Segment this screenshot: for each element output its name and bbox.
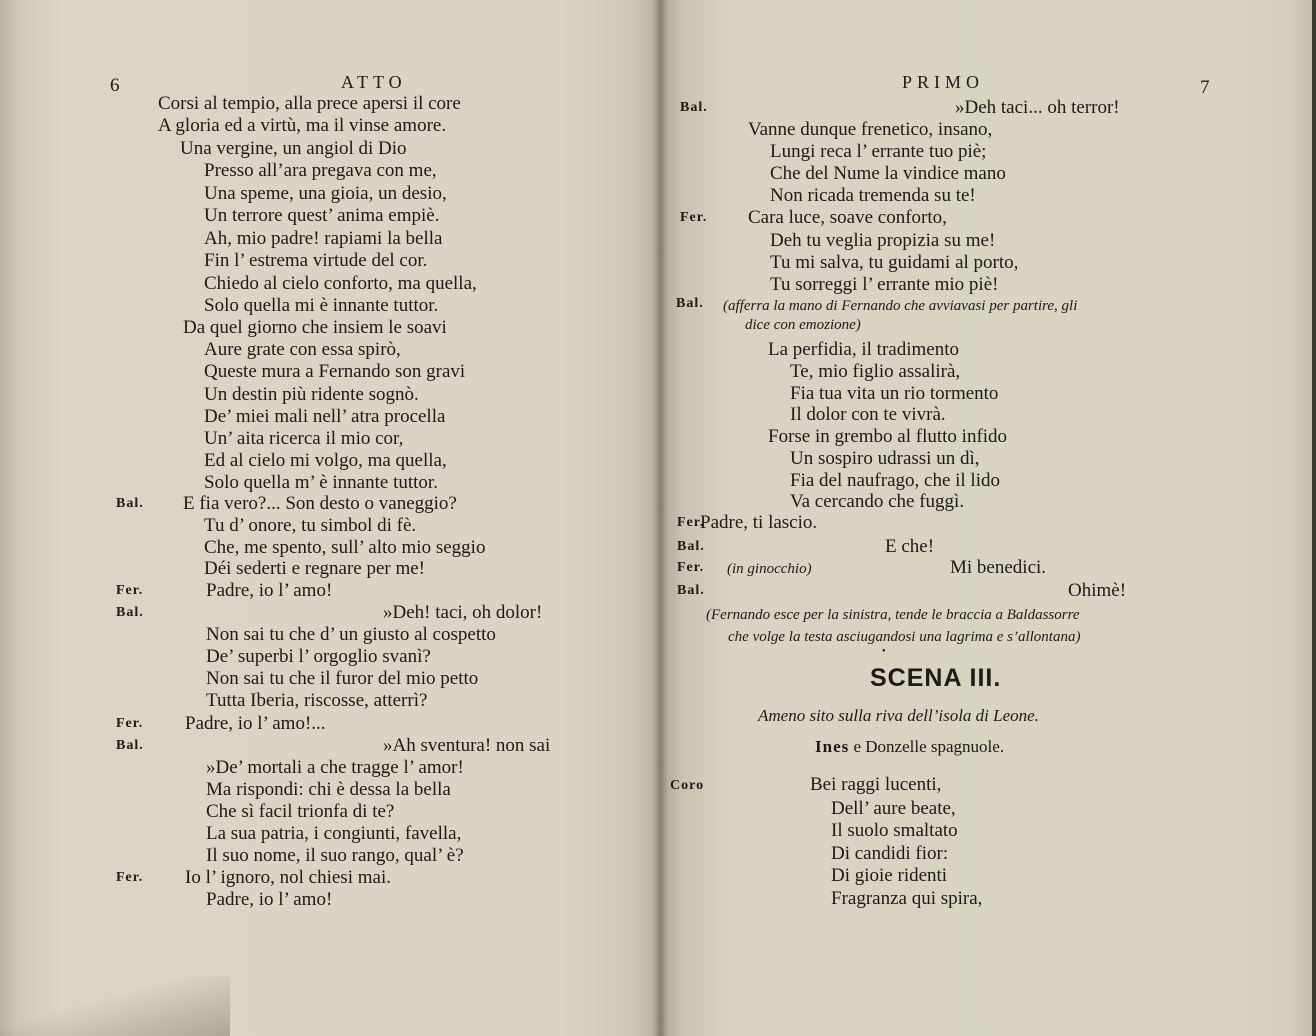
verse-line: Va cercando che fuggì. <box>790 491 965 512</box>
verse-line: Io l’ ignoro, nol chiesi mai. <box>185 867 391 888</box>
verse-line: Non sai tu che il furor del mio petto <box>206 668 479 689</box>
speaker-label: Bal. <box>677 539 705 554</box>
ornament-dot: ● <box>882 648 886 654</box>
running-header-right: PRIMO <box>902 72 985 92</box>
verse-line: Ed al cielo mi volgo, ma quella, <box>204 450 447 471</box>
book-gutter <box>652 0 668 1036</box>
speaker-label: Bal. <box>116 605 144 620</box>
verse-line: »De’ mortali a che tragge l’ amor! <box>206 757 464 778</box>
verse-line: Che, me spento, sull’ alto mio seggio <box>204 537 486 558</box>
verse-line: Padre, io l’ amo! <box>206 889 333 910</box>
verse-line: Tutta Iberia, riscosse, atterrì? <box>206 690 428 711</box>
verse-line: Fin l’ estrema virtude del cor. <box>204 250 428 271</box>
verse-line: Da quel giorno che insiem le soavi <box>183 317 447 338</box>
verse-line: Solo quella m’ è innante tuttor. <box>204 472 438 493</box>
verse-line: Un sospiro udrassi un dì, <box>790 448 980 469</box>
verse-line: Ma rispondi: chi è dessa la bella <box>206 779 451 800</box>
verse-line: Il dolor con te vivrà. <box>790 404 946 425</box>
character-name: Ines <box>815 737 850 756</box>
verse-line: Non ricada tremenda su te! <box>770 185 976 206</box>
speaker-label: Fer. <box>116 870 144 885</box>
verse-line: Forse in grembo al flutto infido <box>768 426 1008 447</box>
chorus-line: Il suolo smaltato <box>831 820 958 841</box>
speaker-label: Fer. <box>677 560 705 575</box>
verse-line: Una speme, una gioia, un desio, <box>204 183 447 204</box>
verse-line: Che sì facil trionfa di te? <box>206 801 395 822</box>
stage-direction-inline: (in ginocchio) <box>727 561 812 577</box>
speaker-label: Fer. <box>116 583 144 598</box>
speaker-label: Bal. <box>680 100 708 115</box>
stage-direction: (afferra la mano di Fernando che avviavasi per partire, gli <box>723 298 1078 314</box>
speaker-label: Bal. <box>676 296 704 311</box>
chorus-line: Bei raggi lucenti, <box>810 774 942 795</box>
chorus-line: Fragranza qui spira, <box>831 888 983 909</box>
verse-line: Déi sederti e regnare per me! <box>204 558 426 579</box>
scene-place: Ameno sito sulla riva dell’isola di Leone. <box>758 706 1039 725</box>
verse-line: Deh tu veglia propizia su me! <box>770 230 996 251</box>
verse-line: Padre, ti lascio. <box>700 512 818 533</box>
stage-direction: che volge la testa asciugandosi una lagrima e s’allontana) <box>728 629 1081 645</box>
page-number-left: 6 <box>110 75 120 96</box>
verse-line: Lungi reca l’ errante tuo piè; <box>770 141 987 162</box>
chorus-line: Di gioie ridenti <box>831 865 948 886</box>
verse-line: Queste mura a Fernando son gravi <box>204 361 466 382</box>
speaker-label: Fer. <box>677 515 705 530</box>
verse-line: Presso all’ara pregava con me, <box>204 160 437 181</box>
character-list: e Donzelle spagnuole. <box>853 737 1005 756</box>
verse-line: Cara luce, soave conforto, <box>748 207 947 228</box>
verse-line: Tu d’ onore, tu simbol di fè. <box>204 515 417 536</box>
speaker-label: Fer. <box>680 210 708 225</box>
verse-line: Fia tua vita un rio tormento <box>790 383 999 404</box>
verse-line: Te, mio figlio assalirà, <box>790 361 961 382</box>
verse-line: Un destin più ridente sognò. <box>204 384 419 405</box>
chorus-line: Di candidi fior: <box>831 843 949 864</box>
verse-line: Che del Nume la vindice mano <box>770 163 1006 184</box>
verse-line: »Deh! taci, oh dolor! <box>383 602 543 623</box>
verse-line: Chiedo al cielo conforto, ma quella, <box>204 273 477 294</box>
verse-line: »Deh taci... oh terror! <box>955 97 1120 118</box>
verse-line: »Ah sventura! non sai <box>383 735 551 756</box>
verse-line: Solo quella mi è innante tuttor. <box>204 295 439 316</box>
verse-line: Padre, io l’ amo! <box>206 580 333 601</box>
verse-line: Tu sorreggi l’ errante mio piè! <box>770 274 999 295</box>
scene-title: SCENA III. <box>870 664 1002 692</box>
verse-line: Mi benedici. <box>950 557 1047 578</box>
running-header-left: ATTO <box>341 72 407 92</box>
stage-direction: (Fernando esce per la sinistra, tende le braccia a Baldassorre <box>706 607 1080 623</box>
verse-line: Un’ aita ricerca il mio cor, <box>204 428 404 449</box>
verse-line: Una vergine, un angiol di Dio <box>180 138 407 159</box>
speaker-label: Bal. <box>116 496 144 511</box>
speaker-label: Fer. <box>116 716 144 731</box>
verse-line: Tu mi salva, tu guidami al porto, <box>770 252 1019 273</box>
stage-direction: dice con emozione) <box>745 317 861 333</box>
verse-line: Fia del naufrago, che il lido <box>790 470 1000 491</box>
verse-line: Aure grate con essa spirò, <box>204 339 401 360</box>
verse-line: Un terrore quest’ anima empiè. <box>204 205 440 226</box>
verse-line: E fia vero?... Son desto o vaneggio? <box>183 493 457 514</box>
verse-line: Padre, io l’ amo!... <box>185 713 326 734</box>
verse-line: Vanne dunque frenetico, insano, <box>748 119 993 140</box>
speaker-label: Coro <box>670 778 705 793</box>
verse-line: De’ superbi l’ orgoglio svanì? <box>206 646 431 667</box>
page-number-right: 7 <box>1200 77 1210 98</box>
verse-line: Corsi al tempio, alla prece apersi il core <box>158 93 461 114</box>
chorus-line: Dell’ aure beate, <box>831 798 956 819</box>
scene-characters <box>815 737 1004 757</box>
verse-line: La sua patria, i congiunti, favella, <box>206 823 462 844</box>
verse-line: De’ miei mali nell’ atra procella <box>204 406 446 427</box>
verse-line: A gloria ed a virtù, ma il vinse amore. <box>158 115 447 136</box>
verse-line: La perfidia, il tradimento <box>768 339 959 360</box>
verse-line: Il suo nome, il suo rango, qual’ è? <box>206 845 464 866</box>
speaker-label: Bal. <box>116 738 144 753</box>
verse-line: Ah, mio padre! rapiami la bella <box>204 228 443 249</box>
speaker-label: Bal. <box>677 583 705 598</box>
verse-line: Non sai tu che d’ un giusto al cospetto <box>206 624 496 645</box>
page-corner-shadow <box>0 976 230 1036</box>
verse-line: E che! <box>885 536 935 557</box>
verse-line: Ohimè! <box>1068 580 1127 601</box>
